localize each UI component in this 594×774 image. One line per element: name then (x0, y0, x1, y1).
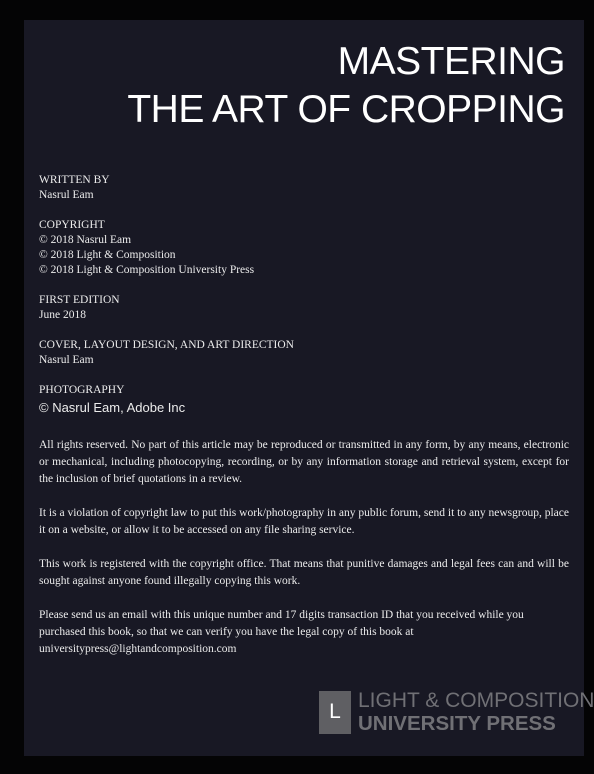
legal-paragraph: Please send us an email with this unique number and 17 digits transaction ID that you received while you purchased this book, so that we can verify you have the legal copy of this book at universitypress@lightandcomposition.com (39, 609, 524, 655)
book-title (127, 38, 565, 134)
publisher-name-line-1: LIGHT & COMPOSITION (358, 689, 594, 712)
credit-first-edition (39, 293, 569, 323)
credit-value: Nasrul Eam (39, 354, 94, 366)
legal-notice (39, 437, 569, 675)
credits-section (39, 173, 569, 431)
publisher-logo (319, 689, 594, 735)
credit-label: WRITTEN BY (39, 174, 110, 186)
credit-value: © Nasrul Eam, Adobe Inc (39, 400, 186, 415)
copyright-line: © 2018 Nasrul Eam (39, 234, 132, 246)
credit-label: COPYRIGHT (39, 219, 105, 231)
copyright-page (24, 20, 594, 756)
credit-label: COVER, LAYOUT DESIGN, AND ART DIRECTION (39, 339, 294, 351)
copyright-line: © 2018 Light & Composition (39, 249, 176, 261)
credit-value: June 2018 (39, 309, 86, 321)
credit-copyright (39, 218, 569, 278)
credit-label: FIRST EDITION (39, 294, 120, 306)
logo-letter: L (329, 700, 341, 723)
publisher-name-line-2: UNIVERSITY PRESS (358, 712, 556, 735)
publisher-name (358, 689, 594, 735)
title-line-1: MASTERING (337, 40, 565, 83)
title-line-2: THE ART OF CROPPING (127, 88, 565, 131)
publisher-logo-mark (319, 691, 351, 734)
legal-paragraph: This work is registered with the copyright office. That means that punitive damages and legal fees can and will be sought against anyone found illegally copying this work. (39, 558, 569, 587)
credit-cover-design (39, 338, 569, 368)
credit-written-by (39, 173, 569, 203)
legal-paragraph: All rights reserved. No part of this article may be reproduced or transmitted in any form, by any means, electronic or mechanical, including photocopying, recording, or by any information storage and retrieval system, except for the inclusion of brief quotations in a review. (39, 439, 569, 485)
legal-paragraph: It is a violation of copyright law to put this work/photography in any public forum, send it to any newsgroup, place it on a website, or allow it to be accessed on any file sharing service. (39, 507, 569, 536)
credit-label: PHOTOGRAPHY (39, 384, 125, 396)
credit-value: Nasrul Eam (39, 189, 94, 201)
copyright-line: © 2018 Light & Composition University Press (39, 264, 255, 276)
credit-photography (39, 383, 569, 416)
